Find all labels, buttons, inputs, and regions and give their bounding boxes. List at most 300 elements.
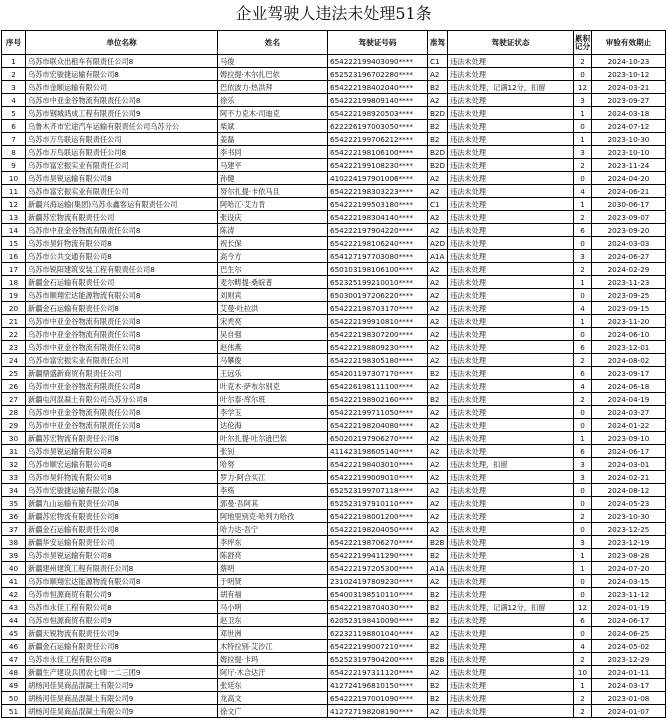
validity-date: 2024-05-23 (592, 497, 666, 510)
table-row (2, 484, 666, 497)
row-number: 17 (2, 263, 26, 276)
table-row (2, 510, 666, 523)
license-class: A2 (428, 484, 448, 497)
license-number: 654222198304140**** (328, 211, 428, 224)
company-name: 乌苏市昊锐运输有限公司8 (26, 172, 218, 185)
driver-name: 叶尔扎提·吐尔逊巴依 (218, 432, 328, 445)
company-name: 乌苏市昊锐运输有限公司8 (26, 445, 218, 458)
company-name: 新疆苏宏物流有限责任公司 (26, 211, 218, 224)
validity-date: 2024-01-07 (592, 705, 666, 718)
validity-date: 2024-02-21 (592, 471, 666, 484)
row-number: 4 (2, 94, 26, 107)
row-number: 11 (2, 185, 26, 198)
row-number: 23 (2, 341, 26, 354)
driver-name: 陈涛 (218, 224, 328, 237)
license-status: 违法未处理 (448, 133, 574, 146)
license-status: 违法未处理 (448, 445, 574, 458)
company-name: 胡杨河佳昊商品混凝土有限公司9 (26, 705, 218, 718)
penalty-score: 4 (574, 185, 592, 198)
validity-date: 2024-01-19 (592, 601, 666, 614)
driver-name: 阿哈江·艾力肯 (218, 198, 328, 211)
license-number: 654222198704030**** (328, 601, 428, 614)
driver-name: 张设庆 (218, 211, 328, 224)
company-name: 乌苏市永佳工程有限公司8 (26, 601, 218, 614)
license-class: B2 (428, 367, 448, 380)
license-status: 违法未处理，记满12分，扣留 (448, 81, 574, 94)
penalty-score: 6 (574, 614, 592, 627)
license-number: 654222198809230**** (328, 341, 428, 354)
penalty-score: 4 (574, 640, 592, 653)
license-number: 654222199910810**** (328, 315, 428, 328)
company-name: 新疆金石运输有限责任公司 (26, 276, 218, 289)
penalty-score: 0 (574, 120, 592, 133)
validity-date: 2024-01-11 (592, 666, 666, 679)
license-status: 违法未处理 (448, 328, 574, 341)
license-class: A2 (428, 380, 448, 393)
table-row (2, 562, 666, 575)
driver-name: 李学玉 (218, 406, 328, 419)
license-number: 654222199706212**** (328, 133, 428, 146)
company-name: 胡杨河佳昊商品混凝土有限公司9 (26, 692, 218, 705)
license-number: 654222199007210**** (328, 640, 428, 653)
validity-date: 2023-01-08 (592, 692, 666, 705)
driver-name: 邓世洲 (218, 627, 328, 640)
license-number: 654222197001090**** (328, 692, 428, 705)
row-number: 39 (2, 549, 26, 562)
license-class: A2 (428, 419, 448, 432)
table-row (2, 81, 666, 94)
table-row (2, 445, 666, 458)
row-number: 32 (2, 458, 26, 471)
driver-name: 赵伟燕 (218, 341, 328, 354)
license-class: B2 (428, 692, 448, 705)
table-row (2, 627, 666, 640)
license-status: 违法未处理 (448, 627, 574, 640)
penalty-score: 0 (574, 406, 592, 419)
table-row (2, 692, 666, 705)
license-class: A2 (428, 666, 448, 679)
header-class: 准驾 (428, 31, 448, 55)
company-name: 乌苏市中亚金谷物流有限责任公司8 (26, 224, 218, 237)
penalty-score: 0 (574, 237, 592, 250)
validity-date: 2024-02-29 (592, 263, 666, 276)
license-status: 违法未处理 (448, 367, 574, 380)
license-class: A2 (428, 289, 448, 302)
company-name: 乌苏市昊轩物流有限公司8 (26, 471, 218, 484)
company-name: 新疆金石运输有限责任公司8 (26, 523, 218, 536)
penalty-score: 0 (574, 328, 592, 341)
company-name: 新疆苏宏物流有限责任公司8 (26, 432, 218, 445)
penalty-score: 1 (574, 198, 592, 211)
license-status: 违法未处理 (448, 562, 574, 575)
driver-name: 孙健 (218, 172, 328, 185)
company-name: 乌苏市顺翔宏达能源物流有限公司8 (26, 289, 218, 302)
validity-date: 2023-09-15 (592, 302, 666, 315)
row-number: 20 (2, 302, 26, 315)
validity-date: 2023-12-01 (592, 341, 666, 354)
company-name: 乌苏市富宏振实业有限责任公司 (26, 185, 218, 198)
row-number: 15 (2, 237, 26, 250)
penalty-score: 1 (574, 107, 592, 120)
company-name: 乌苏市万鸟联运有限责任公司 (26, 133, 218, 146)
table-row (2, 120, 666, 133)
driver-name: 龙高文 (218, 692, 328, 705)
license-number: 654222198001200**** (328, 510, 428, 523)
license-number: 654127197703080**** (328, 250, 428, 263)
penalty-score: 3 (574, 146, 592, 159)
driver-name: 徐乐 (218, 94, 328, 107)
validity-date: 2024-06-27 (592, 250, 666, 263)
company-name: 乌苏市富宏振实业有限责任公司 (26, 354, 218, 367)
row-number: 8 (2, 146, 26, 159)
row-number: 26 (2, 380, 26, 393)
company-name: 乌苏市万鸟联运有限责任公司8 (26, 146, 218, 159)
license-class: A2 (428, 445, 448, 458)
penalty-score: 1 (574, 276, 592, 289)
row-number: 47 (2, 653, 26, 666)
row-number: 27 (2, 393, 26, 406)
company-name: 乌苏市恒源商贸有限公司9 (26, 614, 218, 627)
license-number: 654222198305180**** (328, 354, 428, 367)
row-number: 28 (2, 406, 26, 419)
license-status: 违法未处理 (448, 705, 574, 718)
header-score: 累积记分 (574, 31, 592, 55)
validity-date: 2024-05-02 (592, 640, 666, 653)
validity-date: 2030-06-17 (592, 198, 666, 211)
company-name: 乌苏市永佳工程有限公司8 (26, 653, 218, 666)
validity-date: 2023-12-25 (592, 523, 666, 536)
license-class: A2 (428, 185, 448, 198)
table-row (2, 198, 666, 211)
license-status: 违法未处理 (448, 276, 574, 289)
row-number: 29 (2, 419, 26, 432)
row-number: 18 (2, 276, 26, 289)
table-row (2, 159, 666, 172)
license-number: 654222198403010**** (328, 458, 428, 471)
penalty-score: 1 (574, 549, 592, 562)
validity-date: 2023-11-23 (592, 276, 666, 289)
table-row (2, 640, 666, 653)
license-status: 违法未处理 (448, 692, 574, 705)
driver-name: 祝长保 (218, 237, 328, 250)
validity-date: 2024-10-23 (592, 55, 666, 68)
table-row (2, 601, 666, 614)
license-status: 违法未处理 (448, 575, 574, 588)
row-number: 12 (2, 198, 26, 211)
table-row (2, 588, 666, 601)
header-company: 单位名称 (26, 31, 218, 55)
company-name: 新疆金石运输有限责任公司8 (26, 302, 218, 315)
license-class: A2 (428, 172, 448, 185)
license-class: A2 (428, 211, 448, 224)
company-name: 乌苏市宏骏捷运输有限公司8 (26, 484, 218, 497)
table-row (2, 549, 666, 562)
validity-date: 2024-06-17 (592, 445, 666, 458)
license-number: 654222199503180**** (328, 198, 428, 211)
validity-date: 2024-07-20 (592, 562, 666, 575)
validity-date: 2024-01-22 (592, 419, 666, 432)
license-class: A2 (428, 94, 448, 107)
driver-name: 达伦海 (218, 419, 328, 432)
row-number: 14 (2, 224, 26, 237)
license-number: 654222198204080**** (328, 419, 428, 432)
penalty-score: 6 (574, 445, 592, 458)
table-row (2, 341, 666, 354)
driver-name: 木特拉别·艾沙江 (218, 640, 328, 653)
license-number: 654222198106240**** (328, 237, 428, 250)
validity-date: 2023-10-10 (592, 146, 666, 159)
validity-date: 2024-04-19 (592, 393, 666, 406)
penalty-score: 1 (574, 679, 592, 692)
driver-name: 徐文广 (218, 705, 328, 718)
validity-date: 2023-09-20 (592, 224, 666, 237)
table-row (2, 237, 666, 250)
license-class: A2 (428, 276, 448, 289)
license-class: B2 (428, 614, 448, 627)
license-class: B2 (428, 120, 448, 133)
license-status: 违法未处理 (448, 289, 574, 302)
driver-name: 马建平 (218, 159, 328, 172)
driver-name: 姆拉提·卡玛 (218, 653, 328, 666)
table-row (2, 419, 666, 432)
company-name: 新疆屯河混凝土有限公司乌苏分公司8 (26, 393, 218, 406)
license-number: 654222198303223**** (328, 185, 428, 198)
license-number: 654222198307200**** (328, 328, 428, 341)
row-number: 49 (2, 679, 26, 692)
license-class: A1A (428, 250, 448, 263)
penalty-score: 0 (574, 289, 592, 302)
violations-table (1, 30, 666, 718)
penalty-score: 0 (574, 575, 592, 588)
driver-name: 王远乐 (218, 367, 328, 380)
validity-date: 2023-09-10 (592, 432, 666, 445)
license-class: A2 (428, 497, 448, 510)
table-row (2, 614, 666, 627)
license-number: 650300197206220**** (328, 289, 428, 302)
table-row (2, 393, 666, 406)
license-class: A2 (428, 302, 448, 315)
table-header-row (2, 31, 666, 55)
license-number: 654222198902160**** (328, 393, 428, 406)
table-row (2, 354, 666, 367)
license-status: 违法未处理 (448, 588, 574, 601)
company-name: 乌苏市恒源商贸有限公司9 (26, 588, 218, 601)
row-number: 35 (2, 497, 26, 510)
table-row (2, 133, 666, 146)
table-row (2, 55, 666, 68)
license-status: 违法未处理 (448, 393, 574, 406)
row-number: 10 (2, 172, 26, 185)
table-row (2, 666, 666, 679)
validity-date: 2024-03-21 (592, 81, 666, 94)
company-name: 新疆天锐物流有限责任公司9 (26, 627, 218, 640)
company-name: 乌苏市中亚金谷物流有限责任公司8 (26, 94, 218, 107)
driver-name: 于明贤 (218, 575, 328, 588)
license-number: 652325199210010**** (328, 276, 428, 289)
company-name: 乌苏市锐阳建筑安装工程有限责任公司8 (26, 263, 218, 276)
penalty-score: 0 (574, 497, 592, 510)
license-class: A2 (428, 263, 448, 276)
license-number: 652523197904200**** (328, 653, 428, 666)
company-name: 乌苏市钢城鸿成工程有限责任公司9 (26, 107, 218, 120)
table-row (2, 185, 666, 198)
table-row (2, 380, 666, 393)
row-number: 24 (2, 354, 26, 367)
header-date: 审验有效期止 (592, 31, 666, 55)
header-status: 驾驶证状态 (448, 31, 574, 55)
penalty-score: 0 (574, 68, 592, 81)
license-number: 654222198706270**** (328, 536, 428, 549)
row-number: 40 (2, 562, 26, 575)
penalty-score: 0 (574, 484, 592, 497)
validity-date: 2023-12-29 (592, 653, 666, 666)
license-status: 违法未处理 (448, 510, 574, 523)
validity-date: 2024-04-20 (592, 172, 666, 185)
license-status: 违法未处理 (448, 302, 574, 315)
company-name: 新疆金石运输有限责任公司8 (26, 640, 218, 653)
penalty-score: 2 (574, 653, 592, 666)
company-name: 乌苏市昊轩物流有限公司8 (26, 237, 218, 250)
license-number: 654222197904220**** (328, 224, 428, 237)
license-status: 违法未处理 (448, 380, 574, 393)
license-status: 违法未处理 (448, 679, 574, 692)
row-number: 9 (2, 159, 26, 172)
penalty-score: 2 (574, 510, 592, 523)
license-status: 违法未处理 (448, 419, 574, 432)
company-name: 乌苏市中亚金谷物流有限责任公司8 (26, 328, 218, 341)
driver-name: 马攀俊 (218, 354, 328, 367)
license-status: 违法未处理 (448, 536, 574, 549)
license-status: 违法未处理 (448, 354, 574, 367)
license-class: A2 (428, 328, 448, 341)
license-status: 违法未处理 (448, 250, 574, 263)
penalty-score: 2 (574, 159, 592, 172)
validity-date: 2023-09-27 (592, 94, 666, 107)
driver-name: 麦尔畴提·桑皖普 (218, 276, 328, 289)
table-row (2, 536, 666, 549)
license-status: 违法未处理 (448, 185, 574, 198)
table-row (2, 458, 666, 471)
penalty-score: 12 (574, 601, 592, 614)
driver-name: 刘则宾 (218, 289, 328, 302)
table-row (2, 471, 666, 484)
table-row (2, 263, 666, 276)
company-name: 乌苏市中亚金谷物流有限责任公司8 (26, 380, 218, 393)
header-license: 驾驶证号码 (328, 31, 428, 55)
validity-date: 2023-10-30 (592, 133, 666, 146)
license-class: B2B (428, 536, 448, 549)
row-number: 50 (2, 692, 26, 705)
driver-name: 马小明 (218, 601, 328, 614)
validity-date: 2024-03-15 (592, 575, 666, 588)
license-number: 622321198801040**** (328, 627, 428, 640)
penalty-score: 2 (574, 705, 592, 718)
penalty-score: 6 (574, 224, 592, 237)
table-row (2, 289, 666, 302)
row-number: 37 (2, 523, 26, 536)
validity-date: 2023-11-20 (592, 315, 666, 328)
row-number: 42 (2, 588, 26, 601)
driver-name: 吴自强 (218, 328, 328, 341)
row-number: 3 (2, 81, 26, 94)
license-number: 654222198703170**** (328, 302, 428, 315)
row-number: 38 (2, 536, 26, 549)
table-row (2, 497, 666, 510)
row-number: 36 (2, 510, 26, 523)
table-row (2, 172, 666, 185)
license-class: A2D (428, 237, 448, 250)
license-status: 违法未处理 (448, 211, 574, 224)
license-status: 违法未处理 (448, 55, 574, 68)
license-class: A2 (428, 315, 448, 328)
row-number: 31 (2, 445, 26, 458)
penalty-score: 3 (574, 250, 592, 263)
validity-date: 2023-12-19 (592, 536, 666, 549)
license-class: A2 (428, 627, 448, 640)
validity-date: 2023-11-24 (592, 159, 666, 172)
row-number: 33 (2, 471, 26, 484)
page-title: 企业驾驶人违法未处理51条 (235, 4, 432, 23)
validity-date: 2024-06-21 (592, 185, 666, 198)
penalty-score: 3 (574, 458, 592, 471)
driver-name: 姜磊 (218, 133, 328, 146)
validity-date: 2024-06-17 (592, 614, 666, 627)
penalty-score: 2 (574, 211, 592, 224)
license-status: 违法未处理 (448, 159, 574, 172)
penalty-score: 4 (574, 302, 592, 315)
table-row (2, 315, 666, 328)
table-row (2, 276, 666, 289)
penalty-score: 4 (574, 380, 592, 393)
penalty-score: 2 (574, 55, 592, 68)
license-class: B2B (428, 653, 448, 666)
license-status: 违法未处理 (448, 146, 574, 159)
validity-date: 2023-10-30 (592, 510, 666, 523)
penalty-score: 2 (574, 263, 592, 276)
license-status: 违法未处理 (448, 341, 574, 354)
table-row (2, 302, 666, 315)
penalty-score: 10 (574, 666, 592, 679)
license-class: A2 (428, 354, 448, 367)
row-number: 30 (2, 432, 26, 445)
company-name: 乌苏市金顺运输有限公司 (26, 81, 218, 94)
license-number: 654222199411290**** (328, 549, 428, 562)
row-number: 22 (2, 328, 26, 341)
penalty-score: 0 (574, 627, 592, 640)
row-number: 16 (2, 250, 26, 263)
company-name: 乌苏市公共交通有限公司8 (26, 250, 218, 263)
company-name: 新疆兴海运输(集团)乌苏永鑫客运有限责任公司 (26, 198, 218, 211)
license-status: 违法未处理 (448, 523, 574, 536)
license-number: 622226197003050**** (328, 120, 428, 133)
license-status: 违法未处理 (448, 237, 574, 250)
license-number: 620523198410090**** (328, 614, 428, 627)
license-class: C1 (428, 198, 448, 211)
penalty-score: 3 (574, 536, 592, 549)
penalty-score: 12 (574, 81, 592, 94)
company-name: 胡杨河佳昊商品混凝土有限公司9 (26, 679, 218, 692)
row-number: 19 (2, 289, 26, 302)
penalty-score: 1 (574, 432, 592, 445)
driver-name: 哈力达·吾宁 (218, 523, 328, 536)
driver-name: 赵卫东 (218, 614, 328, 627)
company-name: 乌苏市宏骏捷运输有限公司8 (26, 68, 218, 81)
license-number: 654201197307170**** (328, 367, 428, 380)
driver-name: 阿厅·木合达汗 (218, 666, 328, 679)
table-row (2, 679, 666, 692)
license-status: 违法未处理 (448, 172, 574, 185)
validity-date: 2023-11-12 (592, 588, 666, 601)
